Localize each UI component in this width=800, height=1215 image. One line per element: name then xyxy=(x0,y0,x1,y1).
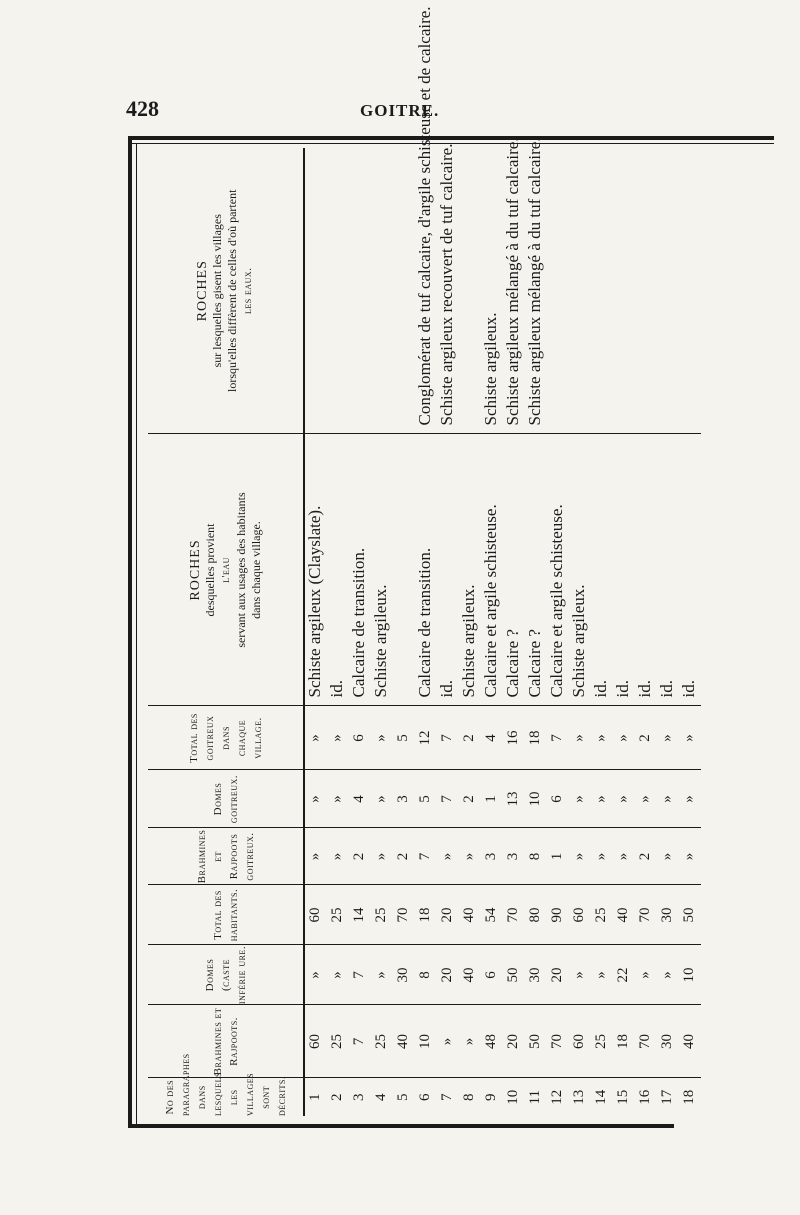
header-roches-eau-title: ROCHES xyxy=(187,539,203,601)
cell-paragraph-no: 2 xyxy=(327,1078,349,1116)
cell-brahmines: 25 xyxy=(371,1005,393,1078)
cell-roche-village xyxy=(393,148,415,434)
cell-brahmines-goitreux: 2 xyxy=(635,828,657,885)
cell-domes-goitreux: 6 xyxy=(547,770,569,828)
cell-domes: 6 xyxy=(481,945,503,1005)
cell-roche-village: Schiste argileux mélangé à du tuf calcaire. xyxy=(503,137,522,426)
cell-roche-village xyxy=(371,148,393,434)
table-top-rule xyxy=(128,136,774,140)
header-roches-eau xyxy=(148,434,304,706)
cell-brahmines-goitreux: » xyxy=(437,828,459,885)
header-brahmines: Brahmines et Rajpoots. xyxy=(148,1005,304,1078)
table-row xyxy=(437,148,459,1116)
cell-domes-goitreux: 3 xyxy=(393,770,415,828)
cell-brahmines-goitreux: » xyxy=(591,828,613,885)
cell-total-goitreux: 2 xyxy=(635,706,657,770)
cell-roche-eau: id. xyxy=(437,434,459,706)
header-domes-goitreux: Domes goitreux. xyxy=(148,770,304,828)
table-row xyxy=(393,148,415,1116)
cell-brahmines-goitreux: » xyxy=(304,828,327,885)
cell-domes: 10 xyxy=(679,945,701,1005)
cell-brahmines: 7 xyxy=(349,1005,371,1078)
cell-domes-goitreux: » xyxy=(371,770,393,828)
cell-domes-goitreux: 2 xyxy=(459,770,481,828)
table-row xyxy=(349,148,371,1116)
table-row xyxy=(415,148,437,1116)
cell-total-goitreux: » xyxy=(304,706,327,770)
cell-total-goitreux: 18 xyxy=(525,706,547,770)
header-roches-village-line2: sur lesquelles gisent les villages xyxy=(210,214,224,368)
table-row xyxy=(481,148,503,1116)
cell-domes-goitreux: » xyxy=(679,770,701,828)
cell-total-habitants: 50 xyxy=(679,885,701,945)
cell-brahmines: 70 xyxy=(547,1005,569,1078)
cell-brahmines-goitreux: 8 xyxy=(525,828,547,885)
cell-brahmines: » xyxy=(459,1005,481,1078)
cell-brahmines: 60 xyxy=(569,1005,591,1078)
cell-brahmines: 48 xyxy=(481,1005,503,1078)
header-roches-eau-line4: servant aux usages des habitants xyxy=(233,492,248,648)
cell-total-goitreux: 6 xyxy=(349,706,371,770)
table-row xyxy=(679,148,701,1116)
cell-roche-eau: Schiste argileux. xyxy=(459,434,481,706)
cell-domes-goitreux: 5 xyxy=(415,770,437,828)
header-roches-eau-line3: l'eau xyxy=(219,557,232,583)
cell-paragraph-no: 9 xyxy=(481,1078,503,1116)
cell-domes: 30 xyxy=(393,945,415,1005)
cell-paragraph-no: 13 xyxy=(569,1078,591,1116)
table-row xyxy=(503,148,525,1116)
cell-brahmines: 10 xyxy=(415,1005,437,1078)
table-left-rule xyxy=(128,136,132,1128)
cell-roche-eau: id. xyxy=(327,434,349,706)
cell-total-habitants: 14 xyxy=(349,885,371,945)
cell-roche-eau: id. xyxy=(635,434,657,706)
cell-roche-eau: id. xyxy=(613,434,635,706)
cell-roche-village xyxy=(635,148,657,434)
table-row xyxy=(304,148,327,1116)
table-left-rule-thin xyxy=(136,143,137,1128)
cell-brahmines: » xyxy=(437,1005,459,1078)
table-row xyxy=(547,148,569,1116)
cell-brahmines: 40 xyxy=(679,1005,701,1078)
cell-roche-eau: Calcaire et argile schisteuse. xyxy=(547,434,569,706)
cell-brahmines: 18 xyxy=(613,1005,635,1078)
cell-total-habitants: 40 xyxy=(459,885,481,945)
cell-domes-goitreux: 4 xyxy=(349,770,371,828)
cell-roche-eau: Schiste argileux. xyxy=(569,434,591,706)
cell-total-habitants: 30 xyxy=(657,885,679,945)
cell-total-habitants: 60 xyxy=(569,885,591,945)
cell-roche-village xyxy=(349,148,371,434)
header-paragraph-no: No des paragraphes dans lesquels les villages sont décrits. xyxy=(148,1078,304,1116)
cell-brahmines-goitreux: » xyxy=(327,828,349,885)
cell-domes: 8 xyxy=(415,945,437,1005)
cell-paragraph-no: 11 xyxy=(525,1078,547,1116)
cell-paragraph-no: 12 xyxy=(547,1078,569,1116)
cell-paragraph-no: 10 xyxy=(503,1078,525,1116)
cell-brahmines-goitreux: » xyxy=(613,828,635,885)
cell-total-goitreux: » xyxy=(613,706,635,770)
cell-domes: 20 xyxy=(437,945,459,1005)
cell-roche-village: Conglomérat de tuf calcaire, d'argile schisteuse et de calcaire. xyxy=(415,6,434,426)
cell-roche-village xyxy=(657,148,679,434)
cell-domes-goitreux: 1 xyxy=(481,770,503,828)
cell-brahmines-goitreux: » xyxy=(569,828,591,885)
header-roches-village-title: ROCHES xyxy=(195,260,210,322)
cell-roche-village: Schiste argileux mélangé à du tuf calcaire. xyxy=(525,137,544,426)
cell-roche-eau: Schiste argileux (Clayslate). xyxy=(304,434,327,706)
cell-domes-goitreux: 13 xyxy=(503,770,525,828)
cell-domes: 20 xyxy=(547,945,569,1005)
cell-roche-village: Schiste argileux recouvert de tuf calcaire. xyxy=(437,143,456,426)
table-row xyxy=(327,148,349,1116)
cell-brahmines: 60 xyxy=(304,1005,327,1078)
cell-total-goitreux: 4 xyxy=(481,706,503,770)
cell-paragraph-no: 14 xyxy=(591,1078,613,1116)
cell-paragraph-no: 3 xyxy=(349,1078,371,1116)
cell-paragraph-no: 1 xyxy=(304,1078,327,1116)
cell-paragraph-no: 15 xyxy=(613,1078,635,1116)
cell-total-goitreux: » xyxy=(591,706,613,770)
cell-total-goitreux: » xyxy=(679,706,701,770)
cell-domes-goitreux: » xyxy=(613,770,635,828)
cell-roche-village xyxy=(459,148,481,434)
cell-total-goitreux: 5 xyxy=(393,706,415,770)
cell-roche-eau: id. xyxy=(591,434,613,706)
cell-paragraph-no: 17 xyxy=(657,1078,679,1116)
cell-total-habitants: 70 xyxy=(635,885,657,945)
cell-brahmines-goitreux: 2 xyxy=(393,828,415,885)
cell-brahmines: 25 xyxy=(591,1005,613,1078)
cell-domes: » xyxy=(304,945,327,1005)
header-roches-eau-line2: desquelles provient xyxy=(202,523,217,617)
cell-brahmines-goitreux: » xyxy=(459,828,481,885)
cell-total-habitants: 25 xyxy=(591,885,613,945)
cell-domes-goitreux: 7 xyxy=(437,770,459,828)
header-roches-eau-line5: dans chaque village. xyxy=(248,521,263,619)
cell-total-habitants: 25 xyxy=(371,885,393,945)
cell-total-habitants: 70 xyxy=(503,885,525,945)
cell-domes: 50 xyxy=(503,945,525,1005)
running-head: GOITRE. xyxy=(360,101,440,120)
cell-domes-goitreux: » xyxy=(569,770,591,828)
cell-total-goitreux: » xyxy=(657,706,679,770)
cell-roche-eau: Calcaire ? xyxy=(503,434,525,706)
cell-domes-goitreux: » xyxy=(327,770,349,828)
cell-brahmines: 30 xyxy=(657,1005,679,1078)
cell-roche-village xyxy=(547,148,569,434)
cell-domes: 22 xyxy=(613,945,635,1005)
cell-roche-eau: Calcaire de transition. xyxy=(349,434,371,706)
cell-brahmines: 70 xyxy=(635,1005,657,1078)
cell-roche-village xyxy=(569,148,591,434)
cell-paragraph-no: 5 xyxy=(393,1078,415,1116)
cell-brahmines: 20 xyxy=(503,1005,525,1078)
table-row xyxy=(569,148,591,1116)
cell-total-habitants: 40 xyxy=(613,885,635,945)
cell-roche-village xyxy=(304,148,327,434)
cell-domes: 30 xyxy=(525,945,547,1005)
cell-brahmines-goitreux: 1 xyxy=(547,828,569,885)
cell-total-habitants: 70 xyxy=(393,885,415,945)
cell-roche-eau: Calcaire ? xyxy=(525,434,547,706)
cell-paragraph-no: 7 xyxy=(437,1078,459,1116)
cell-roche-village: Schiste argileux. xyxy=(481,312,500,426)
cell-domes: » xyxy=(657,945,679,1005)
table-row xyxy=(613,148,635,1116)
cell-roche-eau: Schiste argileux. xyxy=(371,434,393,706)
cell-paragraph-no: 4 xyxy=(371,1078,393,1116)
header-total-goitreux: Total des goitreux dans chaque village. xyxy=(148,706,304,770)
cell-total-habitants: 18 xyxy=(415,885,437,945)
table-bottom-rule xyxy=(128,1124,674,1128)
cell-domes-goitreux: » xyxy=(591,770,613,828)
cell-paragraph-no: 16 xyxy=(635,1078,657,1116)
cell-paragraph-no: 8 xyxy=(459,1078,481,1116)
cell-domes-goitreux: » xyxy=(657,770,679,828)
page-number: 428 xyxy=(126,96,159,121)
table-header-row xyxy=(148,148,304,1116)
cell-domes: » xyxy=(371,945,393,1005)
cell-total-goitreux: 12 xyxy=(415,706,437,770)
cell-total-goitreux: » xyxy=(569,706,591,770)
cell-total-habitants: 20 xyxy=(437,885,459,945)
cell-domes: » xyxy=(591,945,613,1005)
cell-total-goitreux: 2 xyxy=(459,706,481,770)
cell-roche-village xyxy=(613,148,635,434)
cell-brahmines-goitreux: 2 xyxy=(349,828,371,885)
cell-roche-village xyxy=(679,148,701,434)
cell-roche-village xyxy=(591,148,613,434)
cell-total-goitreux: 7 xyxy=(547,706,569,770)
header-domes: Domes (caste inférie ure. xyxy=(148,945,304,1005)
goitre-table xyxy=(148,6,701,1116)
cell-roche-eau: id. xyxy=(657,434,679,706)
cell-total-habitants: 54 xyxy=(481,885,503,945)
table-row xyxy=(525,148,547,1116)
header-roches-village-line3: lorsqu'elles diffèrent de celles d'où partent xyxy=(225,189,239,392)
header-total-habitants: Total des habitants. xyxy=(148,885,304,945)
cell-total-habitants: 80 xyxy=(525,885,547,945)
table-row xyxy=(591,148,613,1116)
cell-brahmines-goitreux: 7 xyxy=(415,828,437,885)
cell-total-habitants: 25 xyxy=(327,885,349,945)
cell-roche-village xyxy=(327,148,349,434)
cell-domes: » xyxy=(327,945,349,1005)
cell-domes: » xyxy=(569,945,591,1005)
table-row xyxy=(657,148,679,1116)
header-roches-village xyxy=(148,148,304,434)
cell-paragraph-no: 18 xyxy=(679,1078,701,1116)
cell-roche-eau xyxy=(393,434,415,706)
cell-total-goitreux: 16 xyxy=(503,706,525,770)
cell-domes: 7 xyxy=(349,945,371,1005)
cell-brahmines: 40 xyxy=(393,1005,415,1078)
cell-brahmines-goitreux: » xyxy=(657,828,679,885)
cell-domes: 40 xyxy=(459,945,481,1005)
cell-domes-goitreux: » xyxy=(635,770,657,828)
cell-brahmines-goitreux: 3 xyxy=(481,828,503,885)
cell-brahmines-goitreux: » xyxy=(679,828,701,885)
cell-total-goitreux: 7 xyxy=(437,706,459,770)
goitre-table-rotated xyxy=(148,6,768,1116)
cell-brahmines-goitreux: » xyxy=(371,828,393,885)
cell-roche-eau: id. xyxy=(679,434,701,706)
table-row xyxy=(635,148,657,1116)
cell-brahmines: 25 xyxy=(327,1005,349,1078)
cell-total-goitreux: » xyxy=(371,706,393,770)
cell-total-habitants: 90 xyxy=(547,885,569,945)
cell-domes-goitreux: 10 xyxy=(525,770,547,828)
cell-domes: » xyxy=(635,945,657,1005)
cell-roche-eau: Calcaire de transition. xyxy=(415,434,437,706)
cell-roche-eau: Calcaire et argile schisteuse. xyxy=(481,434,503,706)
cell-brahmines: 50 xyxy=(525,1005,547,1078)
header-roches-village-line4: les eaux. xyxy=(242,267,254,314)
cell-brahmines-goitreux: 3 xyxy=(503,828,525,885)
header-brahmines-goitreux: Brahmines et Rajpoots goitreux. xyxy=(148,828,304,885)
cell-domes-goitreux: » xyxy=(304,770,327,828)
table-row xyxy=(459,148,481,1116)
cell-total-habitants: 60 xyxy=(304,885,327,945)
cell-paragraph-no: 6 xyxy=(415,1078,437,1116)
table-row xyxy=(371,148,393,1116)
cell-total-goitreux: » xyxy=(327,706,349,770)
